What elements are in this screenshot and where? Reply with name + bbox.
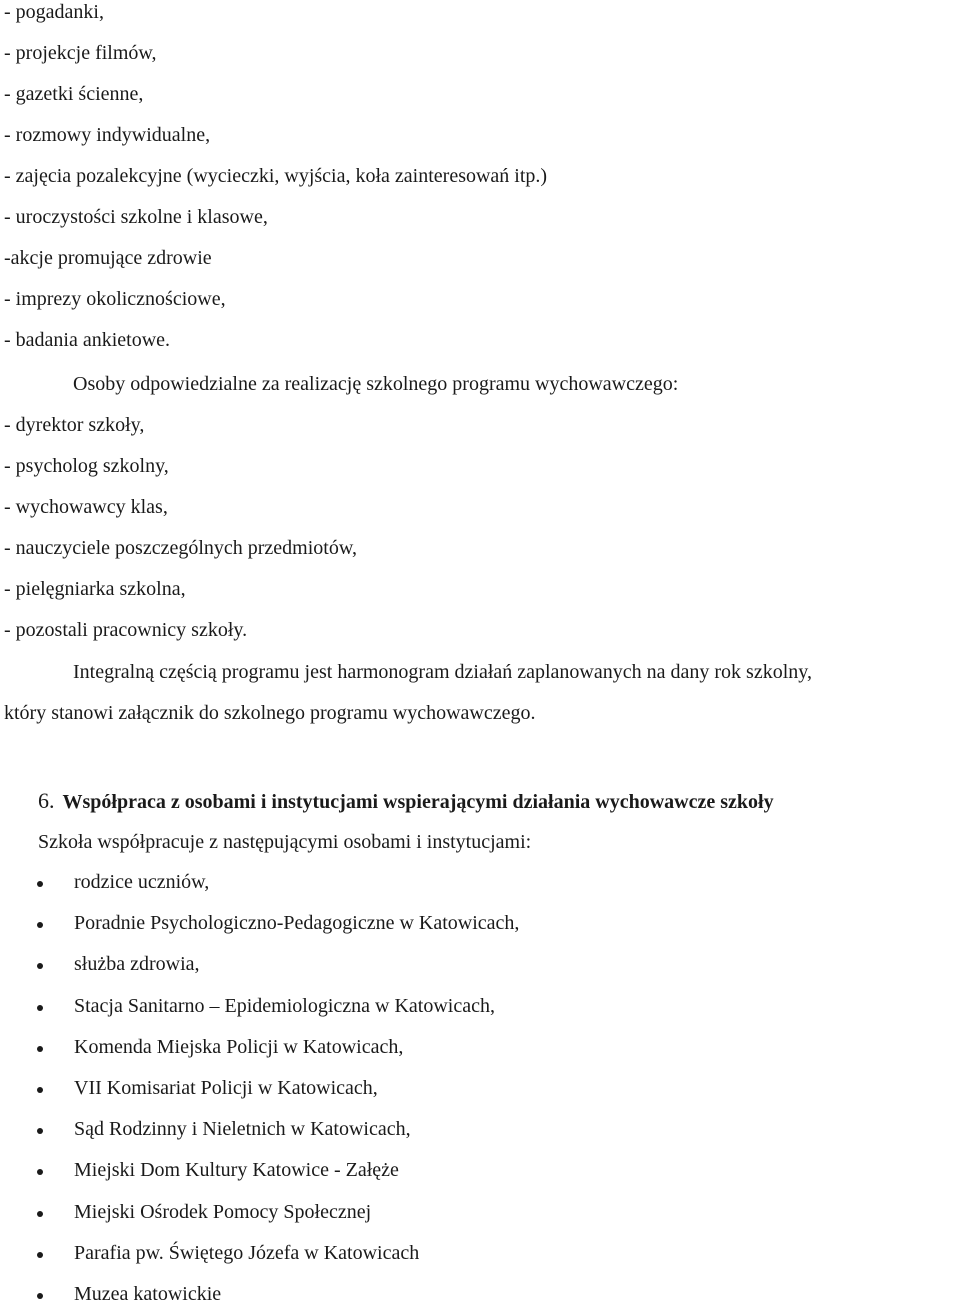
cooperation-list xyxy=(0,862,519,1315)
list-item xyxy=(0,1233,519,1274)
list-item: - psycholog szkolny, xyxy=(4,455,169,477)
cooperation-intro: Szkoła współpracuje z następującymi osobami i instytucjami: xyxy=(38,831,532,853)
list-item: - wychowawcy klas, xyxy=(4,496,168,518)
list-item: -akcje promujące zdrowie xyxy=(4,247,212,269)
list-item-text: Stacja Sanitarno – Epidemiologiczna w Katowicach, xyxy=(74,994,495,1017)
section-heading xyxy=(38,780,774,823)
list-item: - pozostali pracownicy szkoły. xyxy=(4,619,248,641)
bullet-icon xyxy=(37,963,43,969)
bullet-icon xyxy=(37,1087,43,1093)
bullet-icon xyxy=(37,881,43,887)
methods-list xyxy=(0,0,547,361)
bullet-icon xyxy=(37,922,43,928)
section-title: Współpraca z osobami i instytucjami wspierającymi działania wychowawcze szkoły xyxy=(62,791,774,813)
list-item xyxy=(0,1068,519,1109)
section-number: 6. xyxy=(38,788,55,813)
list-item: - badania ankietowe. xyxy=(4,329,171,351)
list-item xyxy=(0,944,519,985)
list-item xyxy=(0,1109,519,1150)
bullet-icon xyxy=(37,1046,43,1052)
bullet-icon xyxy=(37,1169,43,1175)
list-item xyxy=(0,1027,519,1068)
integral-paragraph xyxy=(4,652,960,734)
list-item: - pielęgniarka szkolna, xyxy=(4,578,186,600)
list-item-text: rodzice uczniów, xyxy=(74,871,210,893)
list-item: - projekcje filmów, xyxy=(4,42,157,64)
list-item: - gazetki ścienne, xyxy=(4,83,144,105)
bullet-icon xyxy=(37,1211,43,1217)
responsible-list xyxy=(0,405,357,651)
list-item-text: Miejski Dom Kultury Katowice - Załęże xyxy=(74,1159,399,1182)
list-item xyxy=(0,1192,519,1233)
list-item: - rozmowy indywidualne, xyxy=(4,124,211,146)
list-item-text: Miejski Ośrodek Pomocy Społecznej xyxy=(74,1200,372,1223)
list-item-text: Sąd Rodzinny i Nieletnich w Katowicach, xyxy=(74,1118,411,1141)
bullet-icon xyxy=(37,1005,43,1011)
list-item-text: VII Komisariat Policji w Katowicach, xyxy=(74,1076,378,1099)
bullet-icon xyxy=(37,1252,43,1258)
list-item-text: Poradnie Psychologiczno-Pedagogiczne w Katowicach, xyxy=(74,912,520,935)
list-item-text: Muzea katowickie xyxy=(74,1282,222,1305)
bullet-icon xyxy=(37,1128,43,1134)
list-item xyxy=(0,1150,519,1191)
list-item xyxy=(0,986,519,1027)
list-item-text: Parafia pw. Świętego Józefa w Katowicach xyxy=(74,1241,420,1264)
list-item: - uroczystości szkolne i klasowe, xyxy=(4,206,268,228)
bullet-icon xyxy=(37,1293,43,1299)
list-item: - nauczyciele poszczególnych przedmiotów, xyxy=(4,537,357,559)
list-item xyxy=(0,1274,519,1315)
list-item xyxy=(0,903,519,944)
paragraph-line: Integralną częścią programu jest harmonogram działań zaplanowanych na dany rok szkolny, xyxy=(73,661,812,683)
list-item: - dyrektor szkoły, xyxy=(4,414,145,436)
list-item: - imprezy okolicznościowe, xyxy=(4,288,226,310)
list-item xyxy=(0,862,519,903)
list-item-text: Komenda Miejska Policji w Katowicach, xyxy=(74,1035,404,1058)
list-item: - pogadanki, xyxy=(4,1,104,23)
list-item: - zajęcia pozalekcyjne (wycieczki, wyjścia, koła zainteresowań itp.) xyxy=(4,165,548,187)
list-item-text: służba zdrowia, xyxy=(74,953,200,976)
paragraph-line: który stanowi załącznik do szkolnego programu wychowawczego. xyxy=(4,702,536,724)
responsible-heading: Osoby odpowiedzialne za realizację szkolnego programu wychowawczego: xyxy=(73,373,679,395)
